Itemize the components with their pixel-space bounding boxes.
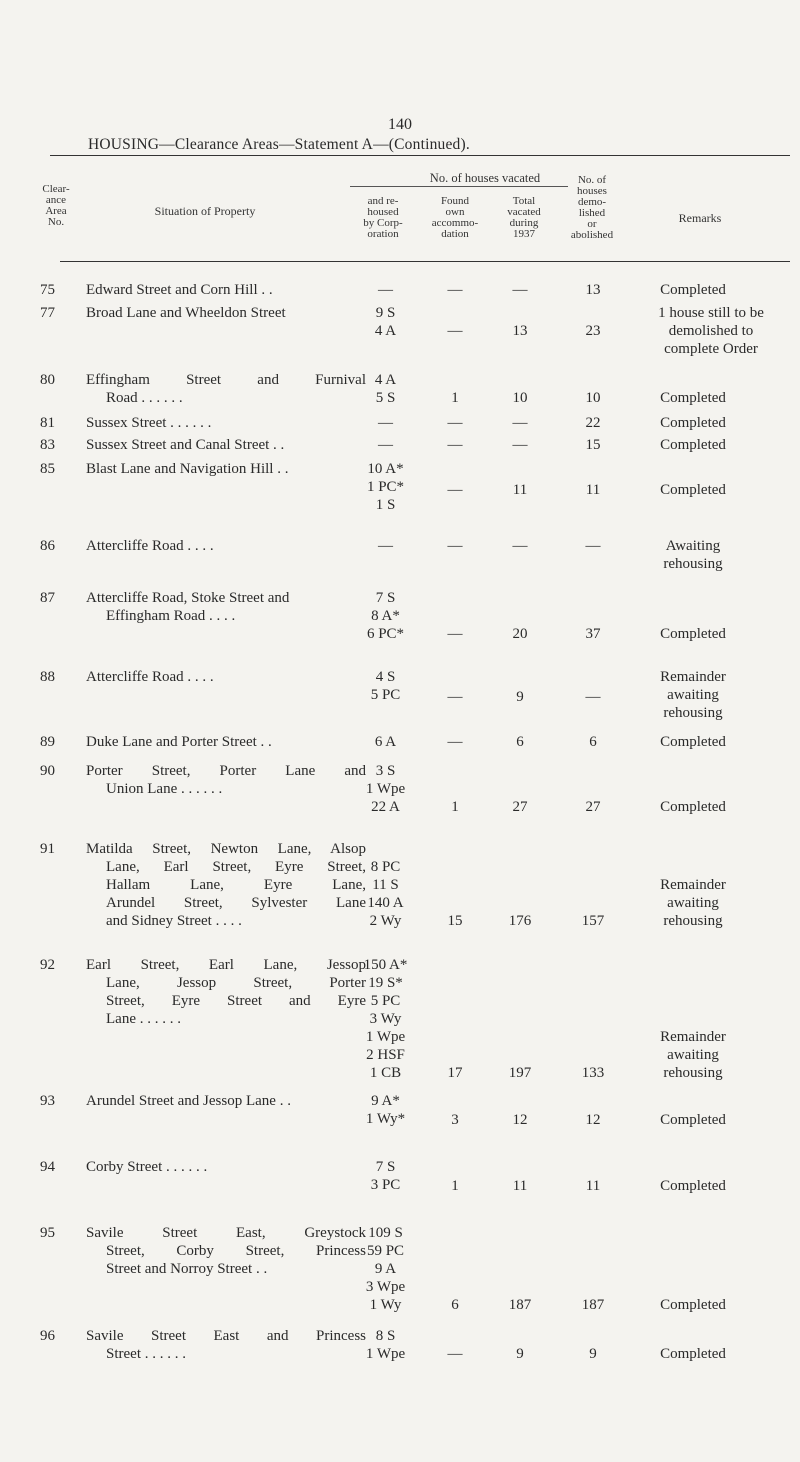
rehoused-count: 7 S 3 PC bbox=[370, 1159, 401, 1193]
found-own-count: 1 bbox=[451, 1178, 459, 1194]
area-number: 96 bbox=[40, 1328, 55, 1344]
total-vacated: — bbox=[512, 282, 528, 298]
total-vacated: — bbox=[512, 415, 528, 431]
area-number: 90 bbox=[40, 763, 55, 779]
found-own-count: — bbox=[447, 689, 463, 705]
property-situation: Blast Lane and Navigation Hill . . bbox=[86, 461, 289, 477]
houses-demolished: 157 bbox=[581, 913, 605, 929]
remarks: Completed bbox=[660, 415, 726, 431]
header-total: Total vacated during 1937 bbox=[507, 195, 541, 240]
houses-demolished: — bbox=[585, 689, 601, 705]
area-number: 91 bbox=[40, 841, 55, 857]
total-vacated: — bbox=[512, 437, 528, 453]
header-vacated-group: No. of houses vacated bbox=[429, 171, 541, 185]
found-own-count: — bbox=[447, 437, 463, 453]
houses-demolished: 22 bbox=[585, 415, 601, 431]
property-situation: Matilda Street, Newton Lane, Alsop Lane, Earl Street, Eyre Street, Hallam Lane, Eyre Lane, Arundel Street, Sylvester Lane and Sidney Street . . . . bbox=[86, 841, 366, 929]
total-vacated: 13 bbox=[512, 323, 528, 339]
total-vacated: 9 bbox=[516, 1346, 524, 1362]
header-demolished: No. of houses demo- lished or abolished bbox=[570, 174, 614, 241]
property-situation: Attercliffe Road, Stoke Street and Effingham Road . . . . bbox=[86, 590, 290, 624]
rehoused-count: 3 S 1 Wpe 22 A bbox=[365, 763, 406, 815]
area-number: 95 bbox=[40, 1225, 55, 1241]
found-own-count: 1 bbox=[451, 799, 459, 815]
rehoused-count: — bbox=[378, 415, 393, 431]
total-vacated: 187 bbox=[508, 1297, 532, 1313]
remarks: 1 house still to be demolished to complete Order bbox=[658, 305, 764, 357]
rehoused-count: — bbox=[378, 282, 393, 298]
rehoused-count: 10 A* 1 PC* 1 S bbox=[366, 461, 405, 513]
header-vacated-rule bbox=[350, 186, 568, 187]
total-vacated: 197 bbox=[508, 1065, 532, 1081]
remarks: Remainder awaiting rehousing bbox=[660, 877, 726, 929]
total-vacated: 6 bbox=[516, 734, 524, 750]
page-title: HOUSING—Clearance Areas—Statement A—(Continued). bbox=[88, 136, 470, 153]
header-bottom-rule bbox=[60, 261, 790, 262]
area-number: 87 bbox=[40, 590, 55, 606]
found-own-count: 15 bbox=[447, 913, 463, 929]
remarks: Awaiting rehousing bbox=[663, 538, 723, 572]
found-own-count: — bbox=[447, 626, 463, 642]
rehoused-count: 4 A 5 S bbox=[374, 372, 397, 406]
houses-demolished: 12 bbox=[585, 1112, 601, 1128]
houses-demolished: 11 bbox=[585, 482, 601, 498]
houses-demolished: 37 bbox=[585, 626, 601, 642]
total-vacated: 9 bbox=[516, 689, 524, 705]
header-clearance-area: Clear- ance Area No. bbox=[42, 183, 70, 228]
remarks: Completed bbox=[660, 799, 726, 815]
area-number: 83 bbox=[40, 437, 55, 453]
header-found: Found own accommo- dation bbox=[431, 195, 479, 240]
remarks: Completed bbox=[660, 626, 726, 642]
remarks: Completed bbox=[660, 1346, 726, 1362]
remarks: Completed bbox=[660, 1178, 726, 1194]
area-number: 81 bbox=[40, 415, 55, 431]
area-number: 93 bbox=[40, 1093, 55, 1109]
total-vacated: 27 bbox=[512, 799, 528, 815]
property-situation: Attercliffe Road . . . . bbox=[86, 538, 214, 554]
property-situation: Earl Street, Earl Lane, Jessop Lane, Jessop Street, Porter Street, Eyre Street and Eyre Lane . . . . . . bbox=[86, 957, 366, 1027]
rehoused-count: — bbox=[378, 538, 393, 554]
found-own-count: — bbox=[447, 482, 463, 498]
area-number: 89 bbox=[40, 734, 55, 750]
rehoused-count: 6 A bbox=[374, 734, 397, 750]
remarks: Completed bbox=[660, 437, 726, 453]
found-own-count: — bbox=[447, 1346, 463, 1362]
remarks: Completed bbox=[660, 282, 726, 298]
property-situation: Sussex Street . . . . . . bbox=[86, 415, 212, 431]
area-number: 86 bbox=[40, 538, 55, 554]
remarks: Remainder awaiting rehousing bbox=[660, 669, 726, 721]
area-number: 94 bbox=[40, 1159, 55, 1175]
property-situation: Savile Street East, Greystock Street, Corby Street, Princess Street and Norroy Street . . bbox=[86, 1225, 366, 1277]
houses-demolished: 27 bbox=[585, 799, 601, 815]
rehoused-count: 9 A* 1 Wy* bbox=[365, 1093, 406, 1127]
houses-demolished: 15 bbox=[585, 437, 601, 453]
found-own-count: 1 bbox=[451, 390, 459, 406]
area-number: 75 bbox=[40, 282, 55, 298]
page-number: 140 bbox=[388, 116, 412, 133]
property-situation: Sussex Street and Canal Street . . bbox=[86, 437, 285, 453]
houses-demolished: 187 bbox=[581, 1297, 605, 1313]
area-number: 77 bbox=[40, 305, 55, 321]
property-situation: Duke Lane and Porter Street . . bbox=[86, 734, 272, 750]
found-own-count: 17 bbox=[447, 1065, 463, 1081]
remarks: Completed bbox=[660, 734, 726, 750]
found-own-count: — bbox=[447, 734, 463, 750]
rehoused-count: 150 A* 19 S* 5 PC 3 Wy 1 Wpe 2 HSF 1 CB bbox=[363, 957, 408, 1081]
property-situation: Broad Lane and Wheeldon Street bbox=[86, 305, 286, 321]
total-vacated: 20 bbox=[512, 626, 528, 642]
property-situation: Edward Street and Corn Hill . . bbox=[86, 282, 273, 298]
header-remarks: Remarks bbox=[678, 211, 722, 225]
houses-demolished: 133 bbox=[581, 1065, 605, 1081]
header-situation: Situation of Property bbox=[154, 204, 256, 218]
houses-demolished: — bbox=[585, 538, 601, 554]
total-vacated: 11 bbox=[512, 1178, 528, 1194]
header-rehoused: and re- housed by Corp- oration bbox=[363, 195, 403, 240]
found-own-count: — bbox=[447, 415, 463, 431]
area-number: 92 bbox=[40, 957, 55, 973]
property-situation: Porter Street, Porter Lane and Union Lane . . . . . . bbox=[86, 763, 366, 797]
property-situation: Attercliffe Road . . . . bbox=[86, 669, 214, 685]
rehoused-count: — bbox=[378, 437, 393, 453]
found-own-count: — bbox=[447, 323, 463, 339]
area-number: 80 bbox=[40, 372, 55, 388]
remarks: Remainder awaiting rehousing bbox=[660, 1029, 726, 1081]
found-own-count: 6 bbox=[451, 1297, 459, 1313]
houses-demolished: 6 bbox=[589, 734, 597, 750]
houses-demolished: 13 bbox=[585, 282, 601, 298]
found-own-count: — bbox=[447, 538, 463, 554]
remarks: Completed bbox=[660, 1112, 726, 1128]
remarks: Completed bbox=[660, 1297, 726, 1313]
area-number: 88 bbox=[40, 669, 55, 685]
rehoused-count: 8 S 1 Wpe bbox=[365, 1328, 406, 1362]
total-vacated: 11 bbox=[512, 482, 528, 498]
property-situation: Corby Street . . . . . . bbox=[86, 1159, 208, 1175]
rehoused-count: 8 PC 11 S 140 A 2 Wy bbox=[367, 859, 404, 929]
rehoused-count: 109 S 59 PC 9 A 3 Wpe 1 Wy bbox=[365, 1225, 406, 1313]
property-situation: Effingham Street and Furnival Road . . . . . . bbox=[86, 372, 366, 406]
rehoused-count: 9 S 4 A bbox=[374, 305, 397, 339]
remarks: Completed bbox=[660, 390, 726, 406]
houses-demolished: 11 bbox=[585, 1178, 601, 1194]
total-vacated: 10 bbox=[512, 390, 528, 406]
header-top-rule bbox=[50, 155, 790, 156]
remarks: Completed bbox=[660, 482, 726, 498]
found-own-count: — bbox=[447, 282, 463, 298]
rehoused-count: 7 S 8 A* 6 PC* bbox=[366, 590, 405, 642]
found-own-count: 3 bbox=[451, 1112, 459, 1128]
total-vacated: 12 bbox=[512, 1112, 528, 1128]
houses-demolished: 10 bbox=[585, 390, 601, 406]
total-vacated: — bbox=[512, 538, 528, 554]
total-vacated: 176 bbox=[508, 913, 532, 929]
houses-demolished: 9 bbox=[589, 1346, 597, 1362]
houses-demolished: 23 bbox=[585, 323, 601, 339]
property-situation: Arundel Street and Jessop Lane . . bbox=[86, 1093, 291, 1109]
rehoused-count: 4 S 5 PC bbox=[370, 669, 401, 703]
property-situation: Savile Street East and Princess Street . . . . . . bbox=[86, 1328, 366, 1362]
area-number: 85 bbox=[40, 461, 55, 477]
